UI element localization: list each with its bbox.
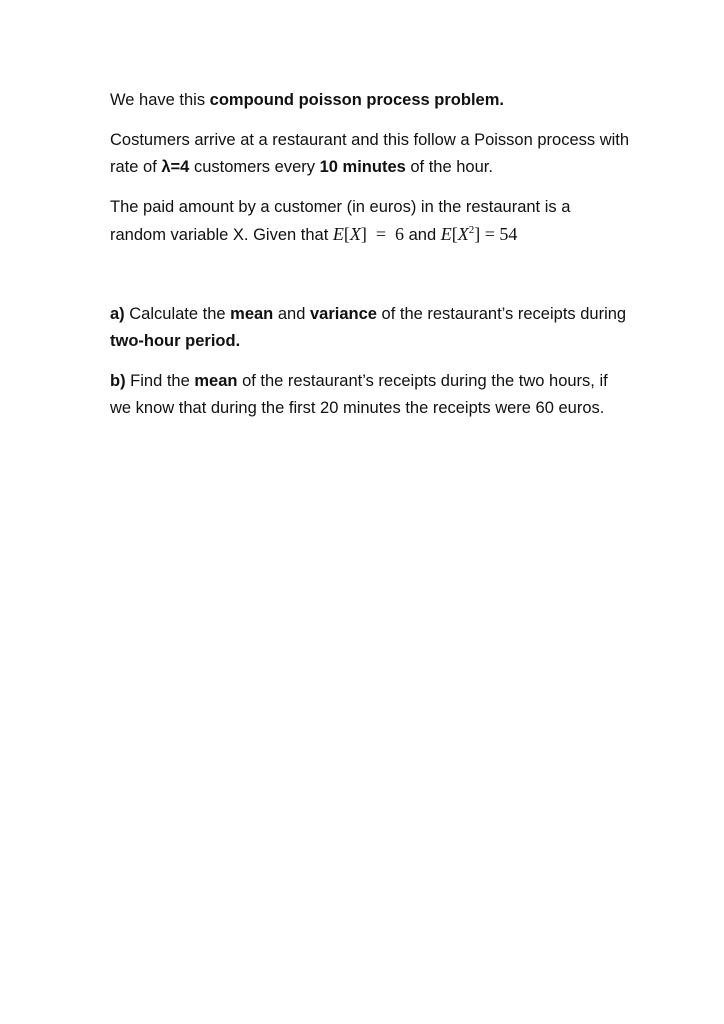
second-moment-formula: $E[X^2] = 54$ xyxy=(440,224,518,244)
question-a-paragraph: a) Calculate the mean and variance of the restaurant’s receipts during two-hour period. xyxy=(110,305,627,350)
question-b-label: b) xyxy=(110,372,126,390)
intro-text: We have this xyxy=(110,91,210,109)
arrival-interval: 10 minutes xyxy=(319,158,406,176)
arrivals-text-2: customers every xyxy=(189,158,320,176)
payment-text: The paid amount by a customer (in euros) in the restaurant is a random variable X. Given that xyxy=(110,198,571,244)
expectation-formula: E[X] = 6 xyxy=(332,224,405,244)
spacer xyxy=(110,262,630,301)
and-text: and xyxy=(404,226,441,244)
question-b-paragraph: b) Find the mean of the restaurant’s receipts during the two hours, if we know that during the first 20 minutes the receipts were 60 euros. xyxy=(110,372,608,417)
arrivals-text-3: of the hour. xyxy=(405,158,493,176)
payment-paragraph xyxy=(110,194,630,249)
arrivals-paragraph xyxy=(110,127,630,181)
intro-paragraph xyxy=(110,87,630,114)
arrival-rate: λ=4 xyxy=(161,158,190,176)
document-page xyxy=(110,87,630,435)
question-a-label: a) xyxy=(110,305,125,323)
arrivals-text-1: Costumers arrive at a restaurant and this follow a Poisson process with rate of xyxy=(110,131,630,176)
intro-bold-text: compound poisson process problem. xyxy=(209,91,504,109)
